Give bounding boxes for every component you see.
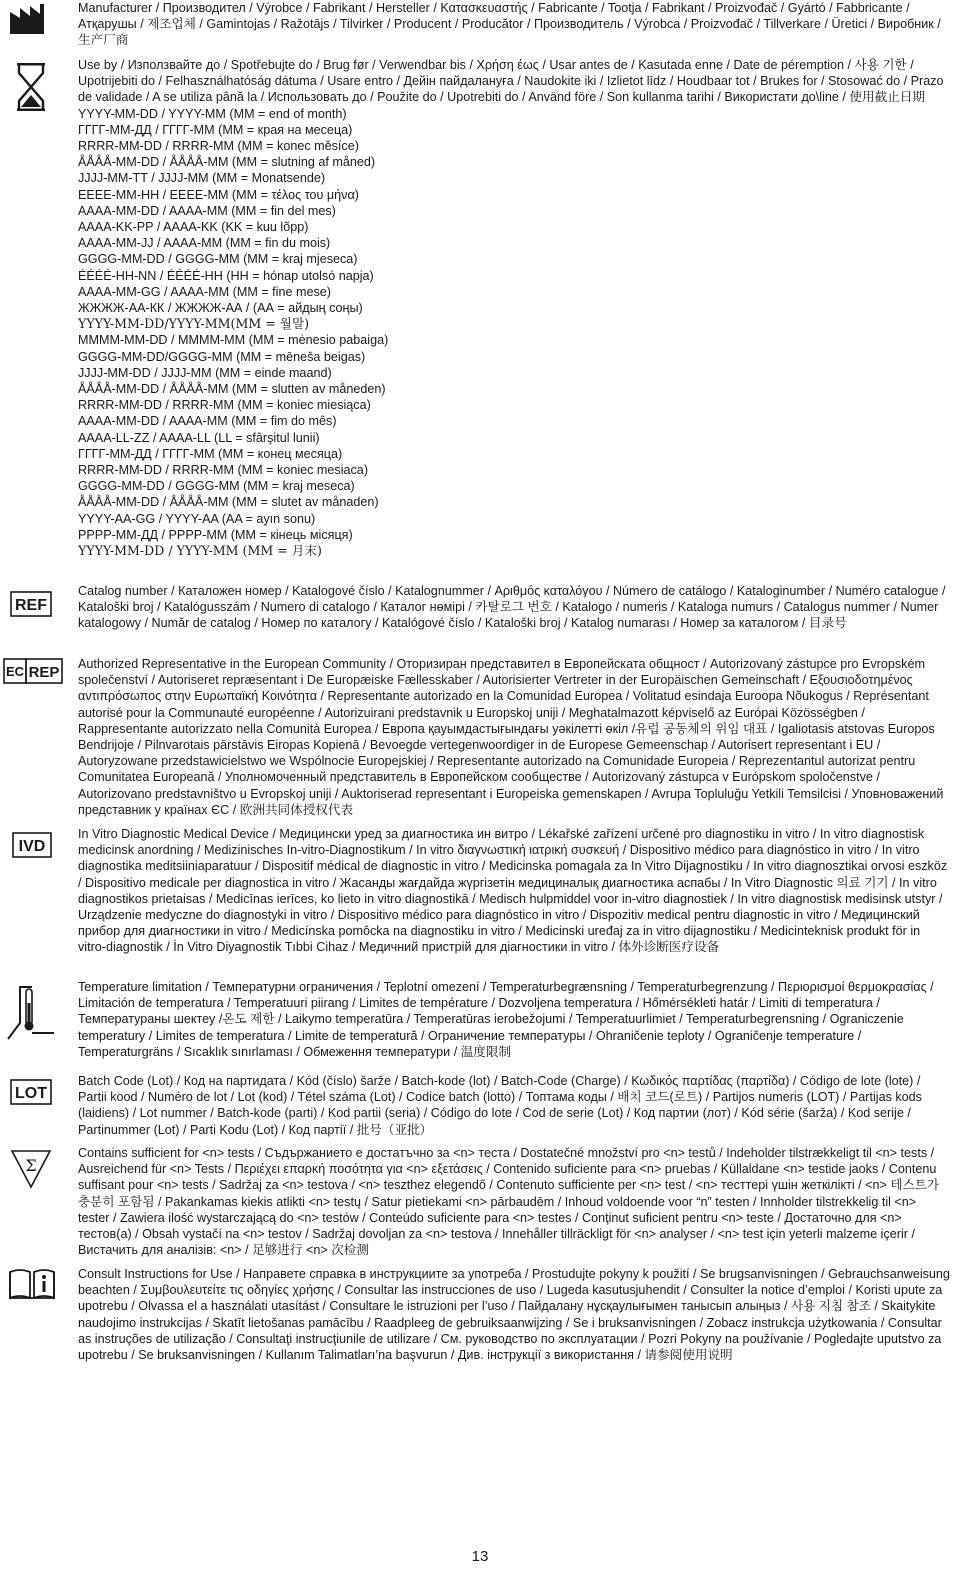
rep-label: REP <box>28 664 60 681</box>
date-format-21: ГГГГ-ММ-ДД / ГГГГ-ММ (ММ = конец месяца) <box>78 446 343 461</box>
date-format-13: YYYY-MM-DD/YYYY-MM(MM = 월말) <box>78 316 310 332</box>
date-format-20: AAAA-LL-ZZ / AAAA-LL (LL = sfârşitul lunii) <box>78 430 320 445</box>
date-format-27: YYYY-MM-DD / YYYY-MM (MM = 月末) <box>78 543 322 559</box>
date-format-4: JJJJ-MM-TT / JJJJ-MM (MM = Monatsende) <box>78 171 326 186</box>
use-by-description: Use by / Използвайте до / Spotřebujte do / Brug før / Verwendbar bis / Χρήση έως / Usar antes de / Kasutada enne / Date de péremption / 사용 기한 / Upotrijebiti do / Felhasználhatóság dátuma / Usare entro / Дейін пайдалануға / Naudokite iki / Izlietot līdz / Houdbaar tot / Brukes for / Stosować do / Prazo de validade / A se utiliza până la / Использовать до / Použite do / Upotrebiti do / Använd före / Son kullanma tarihi / Використати до\line / 使用截止日期 <box>78 58 944 105</box>
page-number: 13 <box>471 1548 489 1565</box>
ref-icon-label: REF <box>15 597 47 614</box>
svg-text:Σ: Σ <box>25 1156 37 1175</box>
ref-icon <box>10 591 52 617</box>
date-format-23: GGGG-MM-DD / GGGG-MM (MM = kraj meseca) <box>78 479 355 494</box>
date-format-9: GGGG-MM-DD / GGGG-MM (MM = kraj mjeseca) <box>78 252 358 267</box>
date-format-25: YYYY-AA-GG / YYYY-AA (AA = ayın sonu) <box>78 511 316 526</box>
ref-text: Catalog number / Каталожен номер / Katalogové číslo / Katalognummer / Αριθμός καταλόγου / Número de catálogo / Kataloginumber / Numéro catalogue / Kataloški broj / Katalógusszám / Numero di catalogo / Каталог нөмірі / 카탈로그 번호 / Katalogo / numeris / Kataloga numurs / Catalogus nummer / Numer katalogowy / Număr de catalog / Номер по каталогу / Katalógové číslo / Kataloški broj / Katalog numarası / Номер за каталогом / 目录号 <box>78 584 946 631</box>
temperature-text: Temperature limitation / Температурни ограничения / Teplotní omezení / Temperaturbegrænsning / Temperaturbegrenzung / Περιορισμοί θερμοκρασίας / Limitación de temperatura / Temperatuuri piirang / Limites de température / Dozvoljena temperatura / Hőmérsékleti határ / Limiti di temperatura / Температураны шектеу /온도 제한 / Laikymo temperatūra / Temperatūras ierobežojumi / Temperatuurlimiet / Temperaturbegrensning / Ograniczenie temperatury / Limites de temperatura / Limite de temperatură / Ограничение температуры / Ohraničenie teploty / Ograničenje temperature / Temperaturgräns / Sıcaklık sınırlaması / Обмеження температури / 温度限制 <box>78 980 934 1059</box>
date-format-16: JJJJ-MM-DD / JJJJ-MM (MM = einde maand) <box>78 365 332 380</box>
ivd-text: In Vitro Diagnostic Medical Device / Медицински уред за диагностика ин витро / Lékařské zařízení určené pro diagnostiku in vitro / In vitro diagnostisk medicinsk anordning / Medizinisches In-vitro-Diagnostikum / In vitro διαγνωστική ιατρική συσκευή / Dispositivo médico para diagnóstico in vitro / In vitro diagnostika meditsiiniaparatuur / Dispositif médical de diagnostic in vitro / Medicinska pomagala za In Vitro Dijagnostiku / In vitro diagnosztikai orvosi eszköz / Dispositivo medicale per diagnostica in vitro / Жасанды жағдайда жүргізетін медициналық диагностика аспабы / In Vitro Diagnostic 의료 기기 / In vitro diagnostikos prietaisas / Medicīnas ierīces, ko lieto in vitro diagnostikā / Medisch hulpmiddel voor in-vitro diagnostiek / In vitro diagnostisk medisinsk utstyr / Urządzenie medyczne do diagnostyki in vitro / Dispositivo médico para diagnóstico in vitro / Dispozitiv medical pentru diagnostic in vitro / Медицинский прибор для диагностики in vitro / Medicínska pomôcka na diagnostiku in vitro / Medicinski uređaj za in vitro dijagnostiku / Medicinteknisk produkt för in vitro-diagnostik / İn Vitro Diyagnostik Tıbbi Cihaz / Медичний пристрій для діагностики in vitro / 体外诊断医疗设备 <box>78 827 948 955</box>
date-format-7: AAAA-KK-PP / AAAA-KK (KK = kuu lõpp) <box>78 220 309 235</box>
use-by-text <box>78 57 950 559</box>
manufacturer-text: Manufacturer / Производител / Výrobce / Fabrikant / Hersteller / Κατασκευαστής / Fabricante / Tootja / Fabrikant / Proizvođač / Gyártó / Fabbricante / Атқарушы / 제조업체 / Gamintojas / Ražotājs / Tilvirker / Producent / Producător / Производитель / Výrobca / Proizvođač / Tillverkare / Üretici / Виробник / 生产厂商 <box>78 1 941 48</box>
consult-instructions-icon <box>8 1266 56 1300</box>
date-format-1: ГГГГ-ММ-ДД / ГГГГ-ММ (MM = края на месеца) <box>78 122 353 137</box>
date-format-6: AAAA-MM-DD / AAAA-MM (MM = fin del mes) <box>78 203 336 218</box>
ec-rep-icon <box>3 658 63 684</box>
date-format-8: AAAA-MM-JJ / AAAA-MM (MM = fin du mois) <box>78 236 331 251</box>
ivd-icon-label: IVD <box>18 838 46 855</box>
date-format-15: GGGG-MM-DD/GGGG-MM (MM = mēneša beigas) <box>78 349 366 364</box>
date-format-10: ÉÉÉÉ-HH-NN / ÉÉÉÉ-HH (HH = hónap utolsó napja) <box>78 268 374 283</box>
date-format-18: RRRR-MM-DD / RRRR-MM (MM = koniec miesiąca) <box>78 398 371 413</box>
sigma-icon <box>10 1149 52 1189</box>
lot-text: Batch Code (Lot) / Код на партидата / Kód (číslo) šarže / Batch-kode (lot) / Batch-Code (Charge) / Κωδικός παρτίδας (παρτίδα) / Código de lote (lote) / Partii kood / Numéro de lot / Lot (kod) / Tétel száma (Lot) / Codice batch (lotto) / Топтама коды / 배치 코드(로트) / Partijos numeris (LOT) / Partijas kods (laidiens) / Lot nummer / Batch-kode (parti) / Kod partii (seria) / Código do lote / Cod de serie (Lot) / Код партии (лот) / Kód série (šarža) / Kod serije / Partinummer (Lot) / Parti Kodu (Lot) / Код партії / 批号（亚批） <box>78 1074 922 1137</box>
sufficient-text: Contains sufficient for <n> tests / Съдържанието е достатъчно за <n> теста / Dostatečné množství pro <n> testů / Indeholder tilstrækkeligt til <n> tests / Ausreichend für <n> Tests / Περιέχει επαρκή ποσότητα για <n> εξετάσεις / Contenido suficiente para <n> pruebas / Küllaldane <n> testide jaoks / Contenu suffisant pour <n> tests / Sadržaj za <n> testova / <n> teszthez elegendő / Contenuto sufficiente per <n> test / <n> тесттері үшін жеткілікті / <n> 테스트가 충분히 포함됨 / Pakankamas kiekis atlikti <n> testų / Satur pietiekami <n> pārbaudēm / Inhoud voldoende voor “n” testen / Innholder tilstrekkelig til <n> tester / Zawiera ilość wystarczającą do <n> testów / Conteúdo suficiente para <n> testes / Conţinut suficient pentru <n> teste / Достаточно для <n> тестов(а) / Obsah vystačí na <n> testov / Sadržaj dovoljan za <n> testova / Innehåller tillräckligt för <n> analyser / <n> test için yeterli malzeme içerir / Вистачить для аналізів: <n> / 足够进行 <n> 次检测 <box>78 1146 940 1258</box>
date-format-22: RRRR-MM-DD / RRRR-MM (MM = koniec mesiaca) <box>78 463 369 478</box>
date-format-24: ÅÅÅÅ-MM-DD / ÅÅÅÅ-MM (MM = slutet av månaden) <box>78 495 379 510</box>
ec-label: EC <box>5 664 25 679</box>
date-format-19: AAAA-MM-DD / AAAA-MM (MM = fim do mês) <box>78 414 337 429</box>
hourglass-icon <box>14 61 48 113</box>
manufacturer-icon <box>8 2 46 36</box>
ec-rep-text: Authorized Representative in the European Community / Оторизиран представител в Европейската общност / Autorizovaný zástupce pro Evropském společenství / Autoriseret repræsentant i De Europæiske Fællesskaber / Autorisierter Vertreter in der Europäischen Gemeinschaft / Εξουσιοδοτημένος αντιπρόσωπος στην Ευρωπαϊκή Κοινότητα / Representante autorizado en la Comunidad Europea / Volitatud esindaja Euroopa Nõukogus / Représentant autorisé pour la Communauté européenne / Autorizuirani predstavnik u Europskoj uniji / Meghatalmazott képviselő az Európai Közösségben / Rappresentante autorizzato nella Comunità Europea / Европа қауымдастығындағы уәкілетті өкіл /유럽 공동체의 위임 대표 / Igaliotasis atstovas Europos Bendrijoje / Pilnvarotais pārstāvis Eiropas Kopienā / Bevoegde vertegenwoordiger in de Europese Gemeenschap / Autorisert representant i EU / Autoryzowane przedstawicielstwo we Wspólnocie Europejskiej / Representante autorizado na Comunidade Europeia / Reprezentantul autorizat pentru Comunitatea Europeană / Уполномоченный представитель в Европейском сообществе / Autorizovaný zástupca v Európskom spoločenstve / Autorizovano predstavništvo u Evropskoj uniji / Auktoriserad representant i Europeiska gemenskapen / Avrupa Topluluğu Yetkili Temsilcisi / Уповноважений представник у країнах ЄС / 欧洲共同体授权代表 <box>78 657 944 817</box>
date-format-5: EEEE-MM-HH / EEEE-MM (MM = τέλος του μήνα) <box>78 187 359 202</box>
date-format-3: ÅÅÅÅ-MM-DD / ÅÅÅÅ-MM (MM = slutning af måned) <box>78 155 376 170</box>
date-format-26: РРРР-ММ-ДД / РРРР-ММ (ММ = кінець місяця) <box>78 527 353 542</box>
lot-icon <box>10 1079 52 1105</box>
temperature-limit-icon <box>6 979 56 1041</box>
lot-icon-label: LOT <box>15 1085 47 1102</box>
ivd-icon <box>12 832 52 858</box>
date-format-2: RRRR-MM-DD / RRRR-MM (MM = konec měsíce) <box>78 139 359 154</box>
date-format-0: YYYY-MM-DD / YYYY-MM (MM = end of month) <box>78 106 347 121</box>
date-format-17: ÅÅÅÅ-MM-DD / ÅÅÅÅ-MM (MM = slutten av måneden) <box>78 382 386 397</box>
date-format-14: MMMM-MM-DD / MMMM-MM (MM = mėnesio pabaiga) <box>78 333 389 348</box>
consult-text: Consult Instructions for Use / Направете справка в инструкциите за употреба / Prostudujte pokyny k použití / Se brugsanvisningen / Gebrauchsanweisung beachten / Συμβουλευτείτε τις οδηγίες χρήσης / Consultar las instrucciones de uso / Lugeda kasutusjuhendit / Consulter la notice d’emploi / Koristi upute za upotrebu / Olvassa el a használati utasítást / Consultare le istruzioni per l’uso / Пайдалану нұсқаулығымен танысып алыңыз / 사용 지침 참조 / Skaitykite naudojimo instrukcijas / Skatīt lietošanas pamācību / Raadpleeg de gebruiksaanwijzing / Se i bruksanvisningen / Zobacz instrukcja użytkowania / Consultar as instruções de utilização / Consultaţi instrucţiunile de utilizare / См. руководство по эксплуатации / Pozri Pokyny na používanie / Pogledajte uputstvo za upotrebu / Se bruksanvisningen / Kullanım Talimatları’na başvurun / Див. інструкції з використання / 请参阅使用说明 <box>78 1267 950 1363</box>
date-format-12: ЖЖЖЖ-АА-КК / ЖЖЖЖ-АА / (АА = айдың соңы) <box>78 301 363 316</box>
date-format-11: AAAA-MM-GG / AAAA-MM (MM = fine mese) <box>78 284 331 299</box>
